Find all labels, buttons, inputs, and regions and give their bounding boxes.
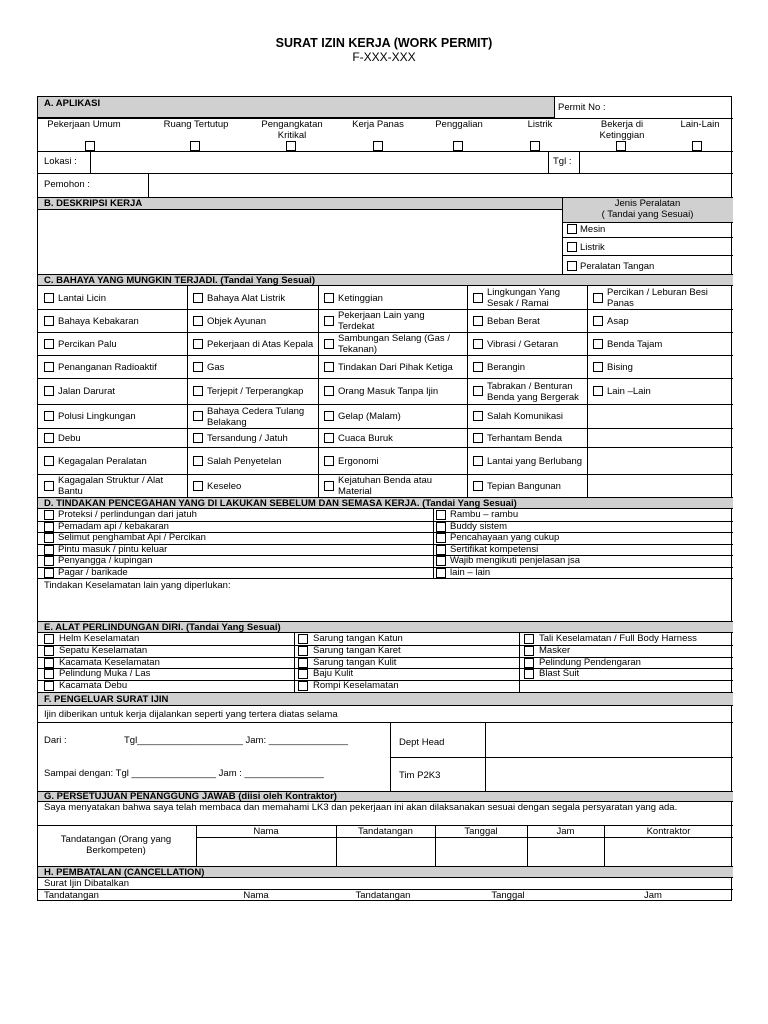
precaution-label: Sertifikat kompetensi (450, 544, 539, 555)
precaution-label: lain – lain (450, 567, 491, 578)
competent-signature-label: Tandatangan (Orang yang Berkompeten) (60, 834, 172, 856)
other-safety-field[interactable] (39, 592, 732, 620)
nama-field[interactable] (197, 838, 336, 866)
lokasi-label: Lokasi : (44, 156, 77, 167)
hazard-checkbox[interactable] (593, 386, 603, 396)
section-c-header: C. BAHAYA YANG MUNGKIN TERJADI. (Tandai Yang Sesuai) (38, 274, 733, 286)
precaution-label: Buddy sistem (450, 521, 508, 532)
precaution-checkbox[interactable] (44, 522, 54, 532)
col-tandatangan: Tandatangan (358, 826, 413, 837)
hazard-label: Lain –Lain (607, 386, 651, 397)
precaution-checkbox[interactable] (436, 522, 446, 532)
hazard-label: Pekerjaan Lain yang Terdekat (338, 310, 425, 332)
precaution-label: Selimut penghambat Api / Percikan (58, 532, 206, 543)
hazard-label: Polusi Lingkungan (58, 411, 136, 422)
hazard-checkbox[interactable] (324, 456, 334, 466)
sampai-date-line[interactable]: Sampai dengan: Tgl ________________ Jam : _______________ (44, 768, 324, 779)
ppe-label: Helm Keselamatan (59, 633, 140, 644)
cancel-col-tandatangan: Tandatangan (44, 890, 99, 901)
precaution-label: Pencahayaan yang cukup (450, 532, 560, 543)
ppe-checkbox[interactable] (44, 681, 54, 691)
ppe-label: Sepatu Keselamatan (59, 645, 148, 656)
hazard-checkbox[interactable] (193, 362, 203, 372)
work-permit-form (37, 96, 732, 901)
hazard-checkbox[interactable] (193, 456, 203, 466)
lokasi-field[interactable] (91, 152, 548, 173)
hazard-checkbox[interactable] (473, 433, 483, 443)
tandatangan-field[interactable] (337, 838, 435, 866)
ppe-checkbox[interactable] (44, 658, 54, 668)
ppe-checkbox[interactable] (298, 658, 308, 668)
precaution-checkbox[interactable] (436, 556, 446, 566)
hazard-label: Tersandung / Jatuh (207, 432, 288, 444)
work-type-checkbox[interactable] (373, 141, 383, 151)
hazard-label: Objek Ayunan (207, 315, 266, 327)
hazard-checkbox[interactable] (44, 362, 54, 372)
hazard-label: Penanganan Radioaktif (58, 361, 157, 373)
ppe-checkbox[interactable] (44, 669, 54, 679)
ppe-checkbox[interactable] (524, 658, 534, 668)
hazard-checkbox[interactable] (473, 339, 483, 349)
pemohon-field[interactable] (149, 174, 732, 197)
hazard-label: Ergonomi (338, 455, 379, 467)
equipment-label: Mesin (580, 224, 606, 235)
cancel-col-tanggal: Tanggal (491, 890, 525, 901)
hazard-label: Terjepit / Terperangkap (207, 386, 304, 397)
hazard-label: Lingkungan Yang Sesak / Ramai (487, 287, 561, 309)
hazard-checkbox[interactable] (473, 362, 483, 372)
hazard-checkbox[interactable] (473, 456, 483, 466)
hazard-checkbox[interactable] (593, 316, 603, 326)
work-type-label: Lain-Lain (680, 119, 720, 130)
ppe-label: Sarung tangan Kulit (313, 657, 397, 668)
precaution-checkbox[interactable] (436, 545, 446, 555)
hazard-checkbox[interactable] (193, 339, 203, 349)
hazard-checkbox[interactable] (593, 339, 603, 349)
tanggal-field[interactable] (436, 838, 527, 866)
hazard-label: Salah Penyetelan (207, 455, 282, 467)
hazard-checkbox[interactable] (44, 386, 54, 396)
hazard-checkbox[interactable] (593, 293, 603, 303)
work-type-label: Bekerja di Ketinggian (599, 119, 645, 141)
jam-field[interactable] (528, 838, 604, 866)
form-title: SURAT IZIN KERJA (WORK PERMIT) (275, 36, 493, 50)
ppe-checkbox[interactable] (524, 646, 534, 656)
hazard-checkbox[interactable] (44, 433, 54, 443)
ppe-label: Tali Keselamatan / Full Body Harness (539, 633, 697, 644)
hazard-label: Bahaya Cedera Tulang Belakang (207, 405, 305, 428)
permit-no-label: Permit No : (558, 102, 606, 113)
dept-head-label: Dept Head (399, 737, 445, 748)
work-type-checkbox[interactable] (453, 141, 463, 151)
ppe-label: Rompi Keselamatan (313, 680, 399, 691)
section-g-header: G. PERSETUJUAN PENANGGUNG JAWAB (diisi oleh Kontraktor) (38, 791, 733, 802)
hazard-label: Pekerjaan di Atas Kepala (207, 338, 314, 350)
hazard-checkbox[interactable] (324, 386, 334, 396)
equipment-checkbox[interactable] (567, 224, 577, 234)
ppe-label: Kacamata Debu (59, 680, 128, 691)
tgl-label: Tgl : (553, 156, 572, 167)
work-type-label: Ruang Tertutup (163, 119, 229, 130)
hazard-checkbox[interactable] (324, 481, 334, 491)
cancel-label: Surat Ijin Dibatalkan (44, 878, 130, 889)
hazard-label: Keseleo (207, 480, 242, 492)
hazard-checkbox[interactable] (324, 411, 334, 421)
equipment-label: Peralatan Tangan (580, 261, 655, 272)
cancel-col-nama: Nama (243, 890, 269, 901)
hazard-label: Lantai Licin (58, 292, 107, 304)
ppe-checkbox[interactable] (298, 646, 308, 656)
precaution-checkbox[interactable] (436, 510, 446, 520)
hazard-label: Kegagalan Peralatan (58, 455, 147, 467)
hazard-checkbox[interactable] (193, 386, 203, 396)
hazard-checkbox[interactable] (324, 293, 334, 303)
hazard-checkbox[interactable] (324, 339, 334, 349)
hazard-label: Tindakan Dari Pihak Ketiga (338, 361, 453, 373)
equipment-label: Listrik (580, 242, 605, 253)
hazard-checkbox[interactable] (324, 433, 334, 443)
hazard-label: Tabrakan / Benturan Benda yang Bergerak (487, 380, 579, 403)
precaution-label: Pintu masuk / pintu keluar (58, 544, 168, 555)
tgl-field[interactable] (580, 152, 732, 173)
hazard-label: Tepian Bangunan (487, 480, 561, 492)
col-nama: Nama (253, 826, 279, 837)
work-type-label: Penggalian (435, 119, 483, 130)
work-type-checkbox[interactable] (530, 141, 540, 151)
hazard-label: Percikan Palu (58, 338, 117, 350)
hazard-label: Beban Berat (487, 315, 540, 327)
hazard-label: Sambungan Selang (Gas / Tekanan) (338, 333, 450, 355)
precaution-checkbox[interactable] (436, 533, 446, 543)
precaution-label: Pemadam api / kebakaran (58, 521, 169, 532)
tim-p2k3-label: Tim P2K3 (399, 770, 441, 781)
equipment-checkbox[interactable] (567, 242, 577, 252)
hazard-label: Jalan Darurat (58, 386, 116, 397)
ppe-checkbox[interactable] (524, 669, 534, 679)
other-safety-label: Tindakan Keselamatan lain yang diperlukan: (44, 580, 231, 591)
hazard-label: Gelap (Malam) (338, 411, 401, 422)
hazard-checkbox[interactable] (44, 456, 54, 466)
ppe-checkbox[interactable] (298, 669, 308, 679)
work-type-checkbox[interactable] (85, 141, 95, 151)
precaution-checkbox[interactable] (44, 510, 54, 520)
precaution-label: Wajib mengikuti penjelasan jsa (450, 555, 581, 566)
hazard-checkbox[interactable] (193, 411, 203, 421)
work-type-label: Listrik (527, 119, 553, 130)
precaution-label: Penyangga / kupingan (58, 555, 153, 566)
work-type-label: Kerja Panas (352, 119, 404, 130)
section-b-header: B. DESKRIPSI KERJA (38, 197, 562, 210)
work-type-checkbox[interactable] (692, 141, 702, 151)
col-kontraktor: Kontraktor (646, 826, 691, 837)
ppe-label: Kacamata Keselamatan (59, 657, 160, 668)
hazard-label: Ketinggian (338, 292, 383, 304)
work-type-checkbox[interactable] (286, 141, 296, 151)
hazard-label: Debu (58, 432, 81, 444)
work-type-label: Pengangkatan Kritikal (261, 119, 323, 141)
hazard-checkbox[interactable] (193, 316, 203, 326)
precaution-checkbox[interactable] (44, 556, 54, 566)
section-e-header: E. ALAT PERLINDUNGAN DIRI. (Tandai Yang Sesuai) (38, 621, 733, 633)
hazard-checkbox[interactable] (44, 316, 54, 326)
hazard-label: Asap (607, 315, 629, 327)
precaution-label: Pagar / barikade (58, 567, 128, 578)
hazard-label: Percikan / Leburan Besi Panas (607, 287, 708, 309)
ppe-label: Masker (539, 645, 571, 656)
dari-date-line[interactable]: Tgl____________________ Jam: _______________ (124, 735, 348, 746)
equipment-subtitle: ( Tandai yang Sesuai) (601, 209, 694, 220)
ppe-checkbox[interactable] (298, 634, 308, 644)
ppe-label: Sarung tangan Katun (313, 633, 403, 644)
hazard-checkbox[interactable] (593, 362, 603, 372)
hazard-label: Orang Masuk Tanpa Ijin (338, 386, 439, 397)
hazard-label: Bising (607, 361, 633, 373)
precaution-checkbox[interactable] (44, 545, 54, 555)
ppe-label: Pelindung Muka / Las (59, 668, 151, 679)
hazard-checkbox[interactable] (473, 481, 483, 491)
hazard-label: Kejatuhan Benda atau Material (338, 475, 433, 497)
hazard-checkbox[interactable] (473, 316, 483, 326)
precaution-checkbox[interactable] (44, 568, 54, 578)
ppe-checkbox[interactable] (298, 681, 308, 691)
hazard-checkbox[interactable] (44, 481, 54, 491)
hazard-label: Berangin (487, 361, 526, 373)
kontraktor-field[interactable] (605, 838, 732, 866)
work-description-field[interactable] (39, 211, 561, 274)
hazard-checkbox[interactable] (473, 293, 483, 303)
precaution-checkbox[interactable] (44, 533, 54, 543)
equipment-title: Jenis Peralatan (614, 198, 681, 209)
ppe-checkbox[interactable] (524, 634, 534, 644)
hazard-label: Lantai yang Berlubang (487, 455, 583, 467)
permit-intro: Ijin diberikan untuk kerja dijalankan seperti yang tertera diatas selama (44, 709, 338, 720)
section-f-header: F. PENGELUAR SURAT IJIN (38, 692, 733, 706)
precaution-checkbox[interactable] (436, 568, 446, 578)
hazard-checkbox[interactable] (473, 411, 483, 421)
cancel-col-tandatangan2: Tandatangan (355, 890, 411, 901)
hazard-checkbox[interactable] (193, 293, 203, 303)
hazard-label: Bahaya Alat Listrik (207, 292, 286, 304)
form-code: F-XXX-XXX (352, 50, 416, 64)
ppe-label: Blast Suit (539, 668, 580, 679)
hazard-label: Benda Tajam (607, 338, 663, 350)
work-type-checkbox[interactable] (616, 141, 626, 151)
precaution-label: Rambu – rambu (450, 509, 519, 520)
ppe-checkbox[interactable] (44, 646, 54, 656)
work-type-checkbox[interactable] (190, 141, 200, 151)
hazard-checkbox[interactable] (324, 362, 334, 372)
precaution-label: Proteksi / perlindungan dari jatuh (58, 509, 197, 520)
col-tanggal: Tanggal (464, 826, 498, 837)
hazard-label: Terhantam Benda (487, 432, 562, 444)
hazard-checkbox[interactable] (324, 316, 334, 326)
hazard-checkbox[interactable] (193, 481, 203, 491)
hazard-label: Vibrasi / Getaran (487, 338, 559, 350)
hazard-label: Gas (207, 361, 225, 373)
dari-label: Dari : (44, 735, 67, 746)
hazard-checkbox[interactable] (473, 386, 483, 396)
section-h-header: H. PEMBATALAN (CANCELLATION) (38, 866, 733, 878)
ppe-label: Pelindung Pendengaran (539, 657, 641, 668)
hazard-checkbox[interactable] (44, 339, 54, 349)
section-a-header: A. APLIKASI (38, 97, 554, 118)
ppe-label: Sarung tangan Karet (313, 645, 401, 656)
col-jam: Jam (556, 826, 575, 837)
work-type-label: Pekerjaan Umum (47, 119, 121, 130)
cancel-col-jam: Jam (644, 890, 662, 901)
hazard-checkbox[interactable] (193, 433, 203, 443)
equipment-checkbox[interactable] (567, 261, 577, 271)
section-d-header: D. TINDAKAN PENCEGAHAN YANG DI LAKUKAN SEBELUM DAN SEMASA KERJA. (Tandai Yang Sesuai) (38, 497, 733, 509)
ppe-label: Baju Kulit (313, 668, 354, 679)
hazard-label: Salah Komunikasi (487, 411, 564, 422)
dept-head-signature[interactable] (486, 723, 732, 757)
ppe-checkbox[interactable] (44, 634, 54, 644)
tim-p2k3-signature[interactable] (486, 758, 732, 791)
hazard-label: Cuaca Buruk (338, 432, 393, 444)
contractor-statement: Saya menyatakan bahwa saya telah membaca dan memahami LK3 dan pekerjaan ini akan dilaksanakan sesuai dengan segala persyaratan yang ada. (44, 802, 678, 813)
hazard-checkbox[interactable] (44, 293, 54, 303)
pemohon-label: Pemohon : (44, 179, 90, 190)
hazard-label: Bahaya Kebakaran (58, 315, 139, 327)
hazard-label: Kagagalan Struktur / Alat Bantu (58, 475, 164, 497)
hazard-checkbox[interactable] (44, 411, 54, 421)
